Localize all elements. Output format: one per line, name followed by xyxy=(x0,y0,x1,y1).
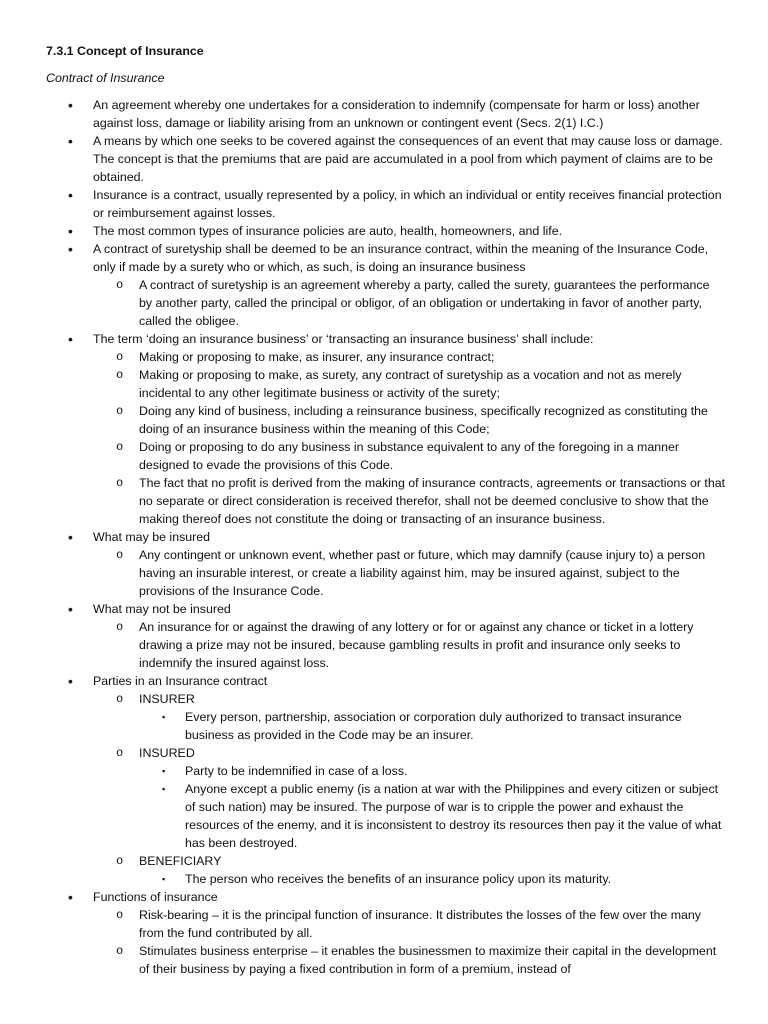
bullet-marker: ▪ xyxy=(162,766,166,776)
list-item-level-2 xyxy=(93,402,726,438)
bullet-marker: • xyxy=(68,97,73,113)
bullet-marker: o xyxy=(116,476,124,490)
list-item-level-1 xyxy=(46,888,726,978)
bullet-marker: o xyxy=(116,368,124,382)
bullet-marker: ▪ xyxy=(162,712,166,722)
list-item-level-2 xyxy=(93,744,726,852)
list-item-text: Making or proposing to make, as surety, any contract of suretyship as a vocation and not as merely incidental to any other legitimate business or activity of the surety; xyxy=(139,368,682,400)
list-item-level-2 xyxy=(93,474,726,528)
sub-list xyxy=(93,618,726,672)
list-item-text: What may not be insured xyxy=(93,602,231,616)
section-heading: 7.3.1 Concept of Insurance xyxy=(46,44,204,58)
list-item-level-2 xyxy=(93,546,726,600)
list-item-level-3 xyxy=(139,762,726,780)
list-item-text: INSURER xyxy=(139,692,195,706)
list-item-text: A contract of suretyship is an agreement whereby a party, called the surety, guarantees the performance by another party, called the principal or obligor, of an obligation or undertaking in favor of another party, called the obligee. xyxy=(139,278,710,328)
list-item-level-1 xyxy=(46,222,726,240)
list-item-text: Insurance is a contract, usually represented by a policy, in which an individual or entity receives financial protection or reimbursement against losses. xyxy=(93,188,722,220)
bullet-marker: o xyxy=(116,548,124,562)
list-item-level-2 xyxy=(93,348,726,366)
bullet-marker: o xyxy=(116,908,124,922)
list-item-level-1 xyxy=(46,186,726,222)
list-item-text: A means by which one seeks to be covered against the consequences of an event that may cause loss or damage. The concept is that the premiums that are paid are accumulated in a pool from which payment of claims are to be obtained. xyxy=(93,134,723,184)
sub-list xyxy=(139,762,726,852)
list-item-text: A contract of suretyship shall be deemed to be an insurance contract, within the meaning of the Insurance Code, only if made by a surety who or which, as such, is doing an insurance business xyxy=(93,242,709,274)
list-item-text: Doing or proposing to do any business in substance equivalent to any of the foregoing in a manner designed to evade the provisions of this Code. xyxy=(139,440,680,472)
bullet-marker: • xyxy=(68,673,73,689)
bullet-marker: o xyxy=(116,620,124,634)
list-item-text: The person who receives the benefits of an insurance policy upon its maturity. xyxy=(185,872,612,886)
sub-list xyxy=(139,708,726,744)
list-item-level-1 xyxy=(46,528,726,600)
sub-list xyxy=(93,276,726,330)
list-item-level-3 xyxy=(139,708,726,744)
list-item-text: INSURED xyxy=(139,746,195,760)
list-item-text: Making or proposing to make, as insurer, any insurance contract; xyxy=(139,350,495,364)
list-item-text: Doing any kind of business, including a reinsurance business, specifically recognized as constituting the doing of an insurance business within the meaning of this Code; xyxy=(139,404,708,436)
list-item-level-1 xyxy=(46,330,726,528)
bullet-marker: o xyxy=(116,692,124,706)
list-item-level-1 xyxy=(46,672,726,888)
list-item-level-1 xyxy=(46,96,726,132)
list-item-text: Risk-bearing – it is the principal function of insurance. It distributes the losses of the few over the many from the fund contributed by all. xyxy=(139,908,701,940)
list-item-level-1 xyxy=(46,132,726,186)
bullet-marker: o xyxy=(116,944,124,958)
list-item-text: Anyone except a public enemy (is a nation at war with the Philippines and every citizen or subject of such nation) may be insured. The purpose of war is to cripple the power and exhaust the resources of the enemy, and it is inconsistent to destroy its resources then pay it the value of what has been destroyed. xyxy=(185,782,722,850)
list-item-text: Parties in an Insurance contract xyxy=(93,674,268,688)
list-item-text: Party to be indemnified in case of a loss. xyxy=(185,764,408,778)
list-item-text: The term ‘doing an insurance business’ or ‘transacting an insurance business’ shall include: xyxy=(93,332,594,346)
bullet-marker: o xyxy=(116,854,124,868)
bullet-marker: • xyxy=(68,889,73,905)
bullet-list xyxy=(46,96,726,978)
sub-list xyxy=(139,870,726,888)
list-item-text: Functions of insurance xyxy=(93,890,218,904)
list-item-level-2 xyxy=(93,618,726,672)
list-item-level-2 xyxy=(93,852,726,888)
list-item-level-2 xyxy=(93,276,726,330)
bullet-marker: o xyxy=(116,278,124,292)
bullet-marker: o xyxy=(116,404,124,418)
bullet-marker: • xyxy=(68,331,73,347)
sub-list xyxy=(93,906,726,978)
bullet-marker: o xyxy=(116,746,124,760)
list-item-text: The most common types of insurance policies are auto, health, homeowners, and life. xyxy=(93,224,563,238)
list-item-level-1 xyxy=(46,600,726,672)
bullet-marker: ▪ xyxy=(162,874,166,884)
list-item-text: An agreement whereby one undertakes for a consideration to indemnify (compensate for harm or loss) another against loss, damage or liability arising from an unknown or contingent event (Secs. 2(1) I.C.) xyxy=(93,98,700,130)
list-item-text: The fact that no profit is derived from the making of insurance contracts, agreements or transactions or that no separate or direct consideration is received therefor, shall not be deemed conclusive to show that the making thereof does not constitute the doing or transacting of an insurance business. xyxy=(139,476,726,526)
sub-list xyxy=(93,690,726,888)
list-item-text: What may be insured xyxy=(93,530,211,544)
list-item-level-2 xyxy=(93,690,726,744)
section-subheading: Contract of Insurance xyxy=(46,71,165,85)
bullet-marker: • xyxy=(68,529,73,545)
list-item-text: BENEFICIARY xyxy=(139,854,222,868)
list-item-level-3 xyxy=(139,780,726,852)
sub-list xyxy=(93,348,726,528)
list-item-level-2 xyxy=(93,906,726,942)
bullet-marker: • xyxy=(68,223,73,239)
sub-list xyxy=(93,546,726,600)
bullet-marker: ▪ xyxy=(162,784,166,794)
list-item-level-1 xyxy=(46,240,726,330)
list-item-level-2 xyxy=(93,438,726,474)
list-item-level-2 xyxy=(93,942,726,978)
list-item-text: Stimulates business enterprise – it enables the businessmen to maximize their capital in the development of their business by paying a fixed contribution in form of a premium, instead of xyxy=(139,944,717,976)
bullet-marker: • xyxy=(68,601,73,617)
list-item-text: Every person, partnership, association or corporation duly authorized to transact insurance business as provided in the Code may be an insurer. xyxy=(185,710,682,742)
bullet-marker: o xyxy=(116,350,124,364)
document-content xyxy=(46,42,726,978)
bullet-marker: • xyxy=(68,187,73,203)
list-item-level-2 xyxy=(93,366,726,402)
list-item-text: An insurance for or against the drawing of any lottery or for or against any chance or ticket in a lottery drawing a prize may not be insured, because gambling results in profit and insurance only seeks to indemnify the insured against loss. xyxy=(139,620,694,670)
bullet-marker: • xyxy=(68,133,73,149)
bullet-marker: o xyxy=(116,440,124,454)
bullet-marker: • xyxy=(68,241,73,257)
list-item-text: Any contingent or unknown event, whether past or future, which may damnify (cause injury to) a person having an insurable interest, or create a liability against him, may be insured against, subject to the provisions of the Insurance Code. xyxy=(139,548,706,598)
list-item-level-3 xyxy=(139,870,726,888)
